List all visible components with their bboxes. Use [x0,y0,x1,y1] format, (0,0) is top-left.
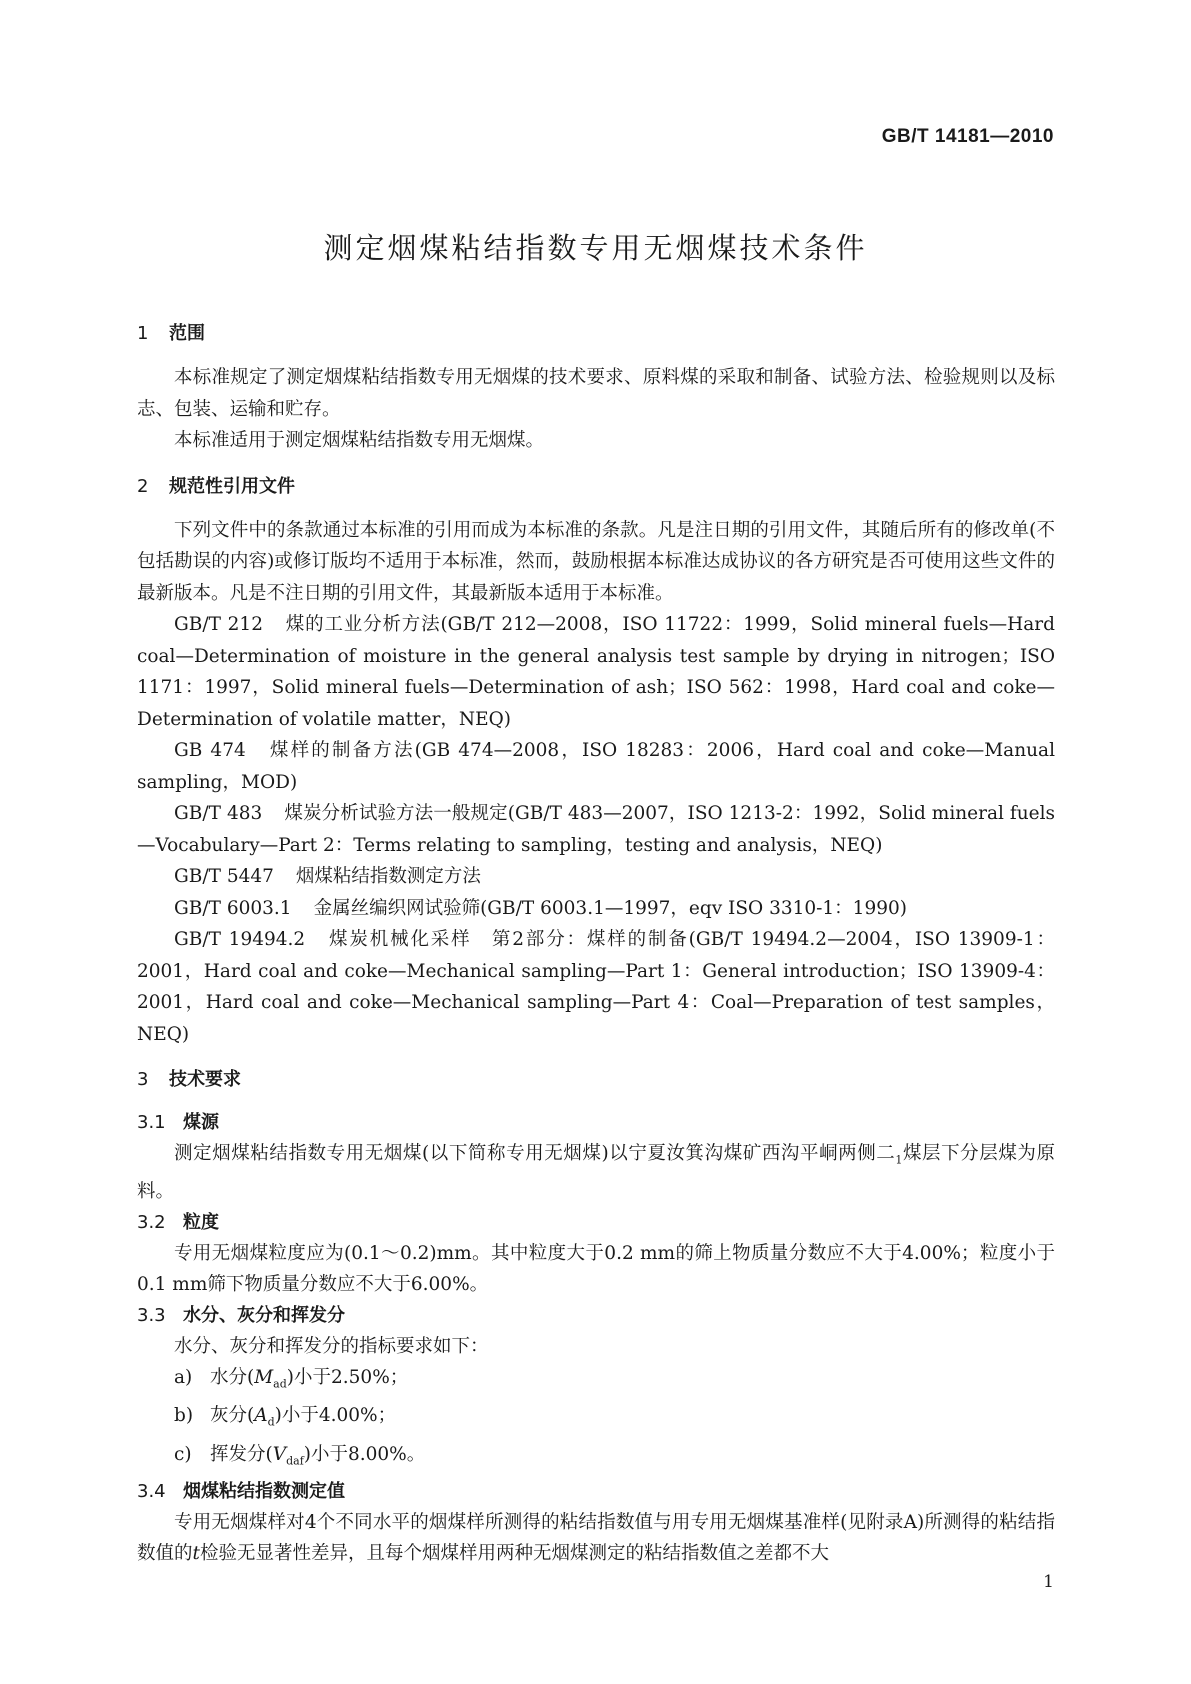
reference-code: GB/T 5447 [174,866,274,887]
text-run: 专用无烟煤样对4个不同水平的烟煤样所测得的粘结指数值与用专用无烟煤基准样(见附录A)所测得的粘结指数值的 [137,1511,1055,1565]
paragraph: 水分、灰分和挥发分的指标要求如下： [174,1335,489,1357]
paragraph [137,1507,1055,1570]
reference-text: 烟煤粘结指数测定方法 [295,866,481,887]
page-number: 1 [1043,1572,1054,1592]
reference-text: 煤炭分析试验方法一般规定(GB/T 483—2007，ISO 1213-2：1992，Solid mineral fuels—Vocabulary—Part 2：Terms relating to sampling，testing and analysis，NEQ) [137,803,1056,856]
symbol: M [254,1367,274,1389]
symbol: A [254,1405,268,1427]
symbol: t [192,1543,200,1565]
list-item: b) 灰分$(A_d)$小于4.00%； [137,1400,1055,1438]
section-number: 3 [137,1069,149,1090]
reference-entry [137,893,1055,925]
document-title: 测定烟煤粘结指数专用无烟煤技术条件 [323,231,868,265]
list-item: a) 水分$(M_{ad})$小于2.50%； [137,1362,1055,1400]
subsection-heading-3-1 [137,1108,1055,1138]
text-run: 检验无显著性差异，且每个烟煤样用两种无烟煤测定的粘结指数值之差都不大 [199,1543,829,1565]
reference-entry [137,924,1055,1050]
list-marker: c) [174,1443,192,1465]
section-title: 规范性引用文件 [169,475,295,497]
standard-code: GB/T 14181—2010 [881,126,1054,147]
text-run: 测定烟煤粘结指数专用无烟煤(以下简称专用无烟煤)以宁夏汝箕沟煤矿西沟平峒两侧二 [174,1143,896,1164]
subscript: d [267,1416,275,1430]
reference-entry [137,735,1055,798]
document-body [137,320,1055,1570]
reference-code: GB/T 6003.1 [174,897,292,919]
reference-code: GB/T 212 [174,614,263,635]
reference-text: 煤炭机械化采样 第2部分：煤样的制备(GB/T 19494.2—2004，ISO 13909-1：2001，Hard coal and coke—Mechanical sampling—Part 1：General introduction；ISO 13909-4：2001，Hard coal and coke—Mechanical sampling—Part 4：Coal—Preparation of test samples，NEQ) [137,929,1055,1045]
subsection-number: 3.1 [137,1112,166,1133]
paragraph: 专用无烟煤粒度应为(0.1～0.2)mm。其中粒度大于0.2 mm的筛上物质量分数应不大于4.00%；粒度小于0.1 mm筛下物质量分数应不大于6.00%。 [137,1242,1055,1296]
list-marker: a) [174,1367,193,1389]
subsection-title: 煤源 [183,1112,219,1133]
subsection-number: 3.3 [137,1304,166,1326]
paragraph: 下列文件中的条款通过本标准的引用而成为本标准的条款。凡是注日期的引用文件，其随后所有的修改单(不包括勘误的内容)或修订版均不适用于本标准，然而，鼓励根据本标准达成协议的各方研究是否可使用这些文件的最新版本。凡是不注日期的引用文件，其最新版本适用于本标准。 [137,519,1055,604]
subscript: daf [286,1454,304,1468]
reference-text: 煤样的制备方法(GB 474—2008，ISO 18283：2006，Hard coal and coke—Manual sampling，MOD) [137,740,1055,793]
list-item: c) 挥发分$(V_{daf})$小于8.00%。 [137,1439,1055,1477]
symbol: V [272,1443,287,1465]
text-run: 煤层下分层煤为原料。 [137,1143,1055,1203]
subsection-heading-3-2 [137,1208,1055,1238]
reference-text: 金属丝编织网试验筛(GB/T 6003.1—1997，eqv ISO 3310-1：1990) [313,897,907,919]
section-heading-3 [137,1066,1055,1094]
subsection-title: 粒度 [183,1211,219,1233]
section-heading-2 [137,473,1055,501]
subsection-number: 3.2 [137,1211,166,1233]
section-title: 技术要求 [169,1069,241,1090]
reference-code: GB/T 483 [174,803,263,824]
section-title: 范围 [169,323,205,344]
subsection-heading-3-4 [137,1477,1055,1507]
paragraph: 本标准适用于测定烟煤粘结指数专用无烟煤。 [174,430,545,451]
subsection-number: 3.4 [137,1480,166,1502]
reference-text: 煤的工业分析方法(GB/T 212—2008，ISO 11722：1999，Solid mineral fuels—Hard coal—Determination of moisture in the general analysis test sample by drying in nitrogen；ISO 1171：1997，Solid mineral fuels—Determination of ash；ISO 562：1998，Hard coal and coke—Determination of volatile matter，NEQ) [137,614,1055,730]
paragraph: 本标准规定了测定烟煤粘结指数专用无烟煤的技术要求、原料煤的采取和制备、试验方法、检验规则以及标志、包装、运输和贮存。 [137,367,1055,420]
list-marker: b) [174,1405,194,1427]
subsection-title: 水分、灰分和挥发分 [183,1304,345,1326]
reference-code: GB/T 19494.2 [174,929,306,950]
reference-entry [137,861,1055,893]
reference-entry [137,609,1055,735]
subscript: 1 [895,1153,903,1167]
section-number: 2 [137,475,149,497]
subsection-heading-3-3 [137,1301,1055,1331]
reference-entry [137,798,1055,861]
section-number: 1 [137,323,149,344]
subsection-title: 烟煤粘结指数测定值 [183,1480,345,1502]
subscript: ad [273,1377,287,1391]
paragraph [137,1138,1055,1208]
section-heading-1 [137,320,1055,348]
reference-code: GB 474 [174,740,246,761]
